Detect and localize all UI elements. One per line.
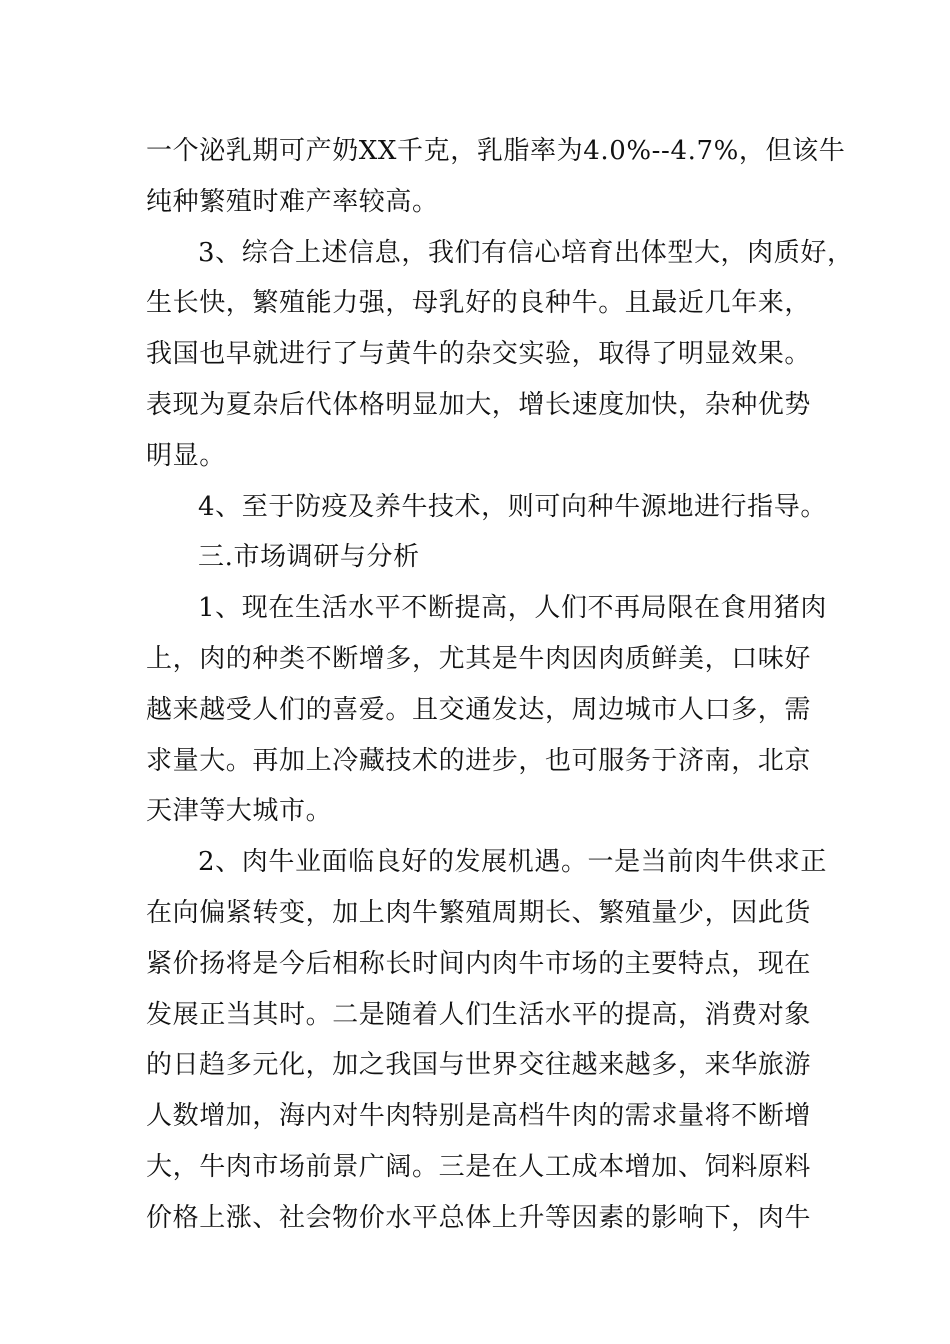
paragraph-start-line: 1、现在生活水平不断提高，人们不再局限在食用猪肉	[198, 593, 827, 624]
text-line: 紧价扬将是今后相称长时间内肉牛市场的主要特点，现在	[146, 948, 812, 979]
text-line: 生长快，繁殖能力强，母乳好的良种牛。且最近几年来，	[146, 288, 812, 319]
text-line: 上，肉的种类不断增多，尤其是牛肉因肉质鲜美，口味好	[146, 643, 812, 674]
text-line: 纯种繁殖时难产率较高。	[146, 186, 439, 217]
text-line: 表现为夏杂后代体格明显加大，增长速度加快，杂种优势	[146, 389, 812, 420]
text-line: 求量大。再加上冷藏技术的进步，也可服务于济南，北京	[146, 745, 812, 776]
text-line: 我国也早就进行了与黄牛的杂交实验，取得了明显效果。	[146, 339, 812, 370]
text-line: 一个泌乳期可产奶XX千克，乳脂率为4.0%--4.7%，但该牛	[146, 136, 846, 166]
text-line: 人数增加，海内对牛肉特别是高档牛肉的需求量将不断增	[146, 1101, 812, 1132]
text-line: 的日趋多元化，加之我国与世界交往越来越多，来华旅游	[146, 1050, 812, 1081]
paragraph-start-line: 4、至于防疫及养牛技术，则可向种牛源地进行指导。	[198, 491, 827, 522]
text-line: 越来越受人们的喜爱。且交通发达，周边城市人口多，需	[146, 694, 812, 725]
text-line: 价格上涨、社会物价水平总体上升等因素的影响下，肉牛	[146, 1202, 812, 1233]
text-line: 天津等大城市。	[146, 796, 333, 827]
paragraph-start-line: 2、肉牛业面临良好的发展机遇。一是当前肉牛供求正	[198, 847, 827, 878]
section-heading: 三.市场调研与分析	[198, 542, 420, 573]
text-line: 在向偏紧转变，加上肉牛繁殖周期长、繁殖量少，因此货	[146, 897, 812, 928]
text-line: 明显。	[146, 440, 226, 471]
paragraph-start-line: 3、综合上述信息，我们有信心培育出体型大，肉质好，	[198, 237, 854, 268]
text-line: 大，牛肉市场前景广阔。三是在人工成本增加、饲料原料	[146, 1151, 812, 1182]
document-body	[146, 126, 854, 1244]
text-line: 发展正当其时。二是随着人们生活水平的提高，消费对象	[146, 999, 812, 1030]
